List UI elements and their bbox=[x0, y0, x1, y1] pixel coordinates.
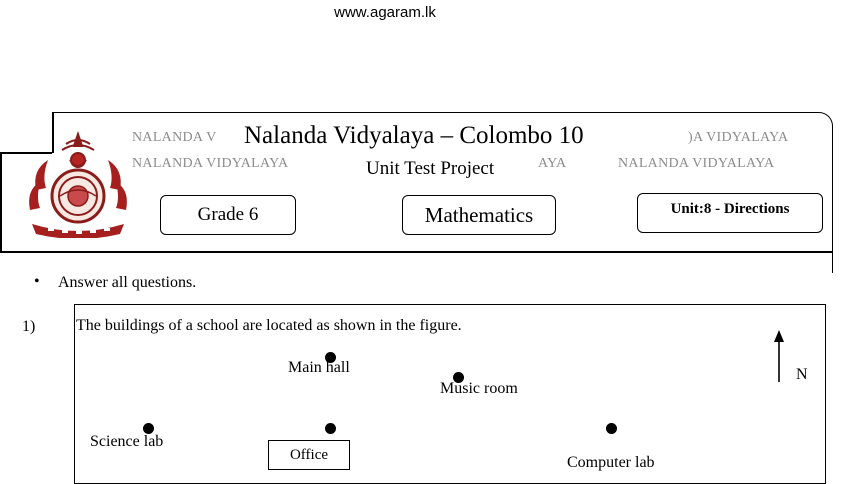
office-label: Office bbox=[268, 440, 350, 470]
subject-badge: Mathematics bbox=[402, 195, 556, 235]
project-title: Unit Test Project bbox=[366, 158, 495, 179]
header-frame-left-border bbox=[0, 152, 2, 252]
school-title: Nalanda Vidyalaya – Colombo 10 bbox=[244, 122, 584, 149]
watermark-text: AYA bbox=[538, 156, 567, 171]
watermark-text: )A VIDYALAYA bbox=[688, 130, 789, 145]
main-hall-label: Main hall bbox=[288, 359, 350, 376]
music-room-label: Music room bbox=[440, 380, 518, 397]
instructions-text: Answer all questions. bbox=[58, 274, 197, 291]
computer-lab-marker-icon bbox=[606, 423, 617, 434]
science-lab-label: Science lab bbox=[90, 433, 164, 450]
north-label: N bbox=[796, 366, 808, 383]
north-arrow-icon bbox=[772, 330, 786, 384]
question-number: 1) bbox=[22, 318, 36, 335]
bullet-icon: • bbox=[34, 273, 40, 290]
unit-badge: Unit:8 - Directions bbox=[637, 193, 823, 233]
site-url: www.agaram.lk bbox=[334, 4, 436, 21]
header-divider bbox=[0, 251, 832, 253]
watermark-text: NALANDA V bbox=[132, 130, 217, 145]
computer-lab-label: Computer lab bbox=[567, 454, 655, 471]
watermark-text: NALANDA VIDYALAYA bbox=[618, 156, 775, 171]
school-crest-logo bbox=[22, 130, 134, 238]
grade-badge: Grade 6 bbox=[160, 195, 296, 235]
watermark-text: NALANDA VIDYALAYA bbox=[132, 156, 289, 171]
office-marker-icon bbox=[325, 423, 336, 434]
question-text: The buildings of a school are located as shown in the figure. bbox=[76, 317, 462, 334]
